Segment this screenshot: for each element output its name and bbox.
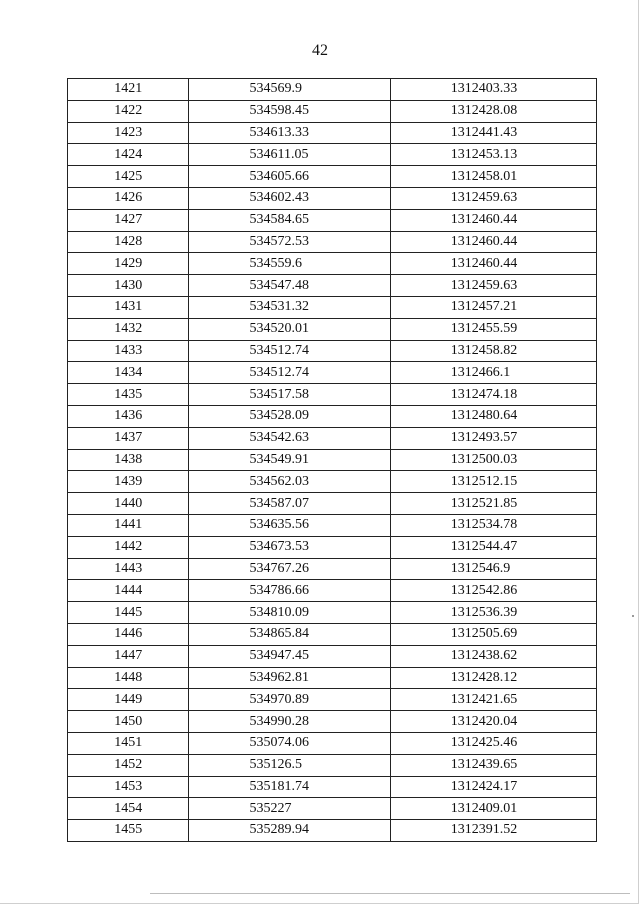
table-row [68, 231, 597, 253]
table-row [68, 253, 597, 275]
table-row [68, 602, 597, 624]
point-number-cell: 1430 [68, 275, 189, 297]
y-coordinate-cell: 1312409.01 [390, 798, 596, 820]
y-coordinate-cell: 1312542.86 [390, 580, 596, 602]
point-number-cell: 1451 [68, 732, 189, 754]
y-coordinate-cell: 1312460.44 [390, 209, 596, 231]
table-row [68, 318, 597, 340]
table-row [68, 362, 597, 384]
table-row [68, 471, 597, 493]
y-coordinate-cell: 1312425.46 [390, 732, 596, 754]
x-coordinate-cell: 534611.05 [189, 144, 390, 166]
x-coordinate-cell: 534547.48 [189, 275, 390, 297]
x-coordinate-cell: 534562.03 [189, 471, 390, 493]
y-coordinate-cell: 1312521.85 [390, 493, 596, 515]
x-coordinate-cell: 535227 [189, 798, 390, 820]
table-row [68, 405, 597, 427]
point-number-cell: 1431 [68, 296, 189, 318]
table-row [68, 79, 597, 101]
y-coordinate-cell: 1312460.44 [390, 253, 596, 275]
scan-artifact-line [150, 893, 630, 894]
y-coordinate-cell: 1312474.18 [390, 384, 596, 406]
point-number-cell: 1434 [68, 362, 189, 384]
point-number-cell: 1428 [68, 231, 189, 253]
y-coordinate-cell: 1312505.69 [390, 623, 596, 645]
point-number-cell: 1437 [68, 427, 189, 449]
y-coordinate-cell: 1312403.33 [390, 79, 596, 101]
table-row [68, 449, 597, 471]
point-number-cell: 1429 [68, 253, 189, 275]
y-coordinate-cell: 1312466.1 [390, 362, 596, 384]
table-row [68, 667, 597, 689]
x-coordinate-cell: 534584.65 [189, 209, 390, 231]
y-coordinate-cell: 1312459.63 [390, 275, 596, 297]
y-coordinate-cell: 1312455.59 [390, 318, 596, 340]
point-number-cell: 1427 [68, 209, 189, 231]
point-number-cell: 1450 [68, 711, 189, 733]
table-row [68, 514, 597, 536]
x-coordinate-cell: 534786.66 [189, 580, 390, 602]
table-row [68, 645, 597, 667]
point-number-cell: 1446 [68, 623, 189, 645]
point-number-cell: 1442 [68, 536, 189, 558]
table-row [68, 275, 597, 297]
y-coordinate-cell: 1312391.52 [390, 820, 596, 842]
y-coordinate-cell: 1312460.44 [390, 231, 596, 253]
x-coordinate-cell: 534512.74 [189, 340, 390, 362]
y-coordinate-cell: 1312421.65 [390, 689, 596, 711]
point-number-cell: 1440 [68, 493, 189, 515]
x-coordinate-cell: 534542.63 [189, 427, 390, 449]
point-number-cell: 1435 [68, 384, 189, 406]
table-row [68, 558, 597, 580]
x-coordinate-cell: 534605.66 [189, 166, 390, 188]
y-coordinate-cell: 1312439.65 [390, 754, 596, 776]
point-number-cell: 1433 [68, 340, 189, 362]
x-coordinate-cell: 534613.33 [189, 122, 390, 144]
y-coordinate-cell: 1312534.78 [390, 514, 596, 536]
table-row [68, 711, 597, 733]
point-number-cell: 1447 [68, 645, 189, 667]
y-coordinate-cell: 1312420.04 [390, 711, 596, 733]
point-number-cell: 1436 [68, 405, 189, 427]
coordinates-table-body [68, 79, 597, 842]
table-row [68, 623, 597, 645]
x-coordinate-cell: 534512.74 [189, 362, 390, 384]
y-coordinate-cell: 1312512.15 [390, 471, 596, 493]
point-number-cell: 1445 [68, 602, 189, 624]
table-row [68, 820, 597, 842]
y-coordinate-cell: 1312546.9 [390, 558, 596, 580]
x-coordinate-cell: 534673.53 [189, 536, 390, 558]
x-coordinate-cell: 534520.01 [189, 318, 390, 340]
y-coordinate-cell: 1312457.21 [390, 296, 596, 318]
table-row [68, 166, 597, 188]
x-coordinate-cell: 534962.81 [189, 667, 390, 689]
y-coordinate-cell: 1312500.03 [390, 449, 596, 471]
x-coordinate-cell: 535074.06 [189, 732, 390, 754]
y-coordinate-cell: 1312480.64 [390, 405, 596, 427]
coordinates-table [67, 78, 597, 842]
point-number-cell: 1421 [68, 79, 189, 101]
x-coordinate-cell: 534549.91 [189, 449, 390, 471]
table-row [68, 296, 597, 318]
x-coordinate-cell: 534531.32 [189, 296, 390, 318]
x-coordinate-cell: 534947.45 [189, 645, 390, 667]
x-coordinate-cell: 534767.26 [189, 558, 390, 580]
x-coordinate-cell: 534587.07 [189, 493, 390, 515]
table-row [68, 732, 597, 754]
x-coordinate-cell: 534970.89 [189, 689, 390, 711]
table-row [68, 122, 597, 144]
table-row [68, 427, 597, 449]
x-coordinate-cell: 534517.58 [189, 384, 390, 406]
x-coordinate-cell: 534635.56 [189, 514, 390, 536]
table-row [68, 100, 597, 122]
y-coordinate-cell: 1312424.17 [390, 776, 596, 798]
point-number-cell: 1426 [68, 187, 189, 209]
table-row [68, 340, 597, 362]
y-coordinate-cell: 1312493.57 [390, 427, 596, 449]
point-number-cell: 1439 [68, 471, 189, 493]
point-number-cell: 1453 [68, 776, 189, 798]
x-coordinate-cell: 534865.84 [189, 623, 390, 645]
y-coordinate-cell: 1312458.01 [390, 166, 596, 188]
y-coordinate-cell: 1312453.13 [390, 144, 596, 166]
point-number-cell: 1455 [68, 820, 189, 842]
y-coordinate-cell: 1312544.47 [390, 536, 596, 558]
x-coordinate-cell: 534569.9 [189, 79, 390, 101]
x-coordinate-cell: 534528.09 [189, 405, 390, 427]
point-number-cell: 1424 [68, 144, 189, 166]
x-coordinate-cell: 534602.43 [189, 187, 390, 209]
y-coordinate-cell: 1312438.62 [390, 645, 596, 667]
table-row [68, 384, 597, 406]
point-number-cell: 1438 [68, 449, 189, 471]
table-row [68, 689, 597, 711]
y-coordinate-cell: 1312428.08 [390, 100, 596, 122]
point-number-cell: 1441 [68, 514, 189, 536]
x-coordinate-cell: 535289.94 [189, 820, 390, 842]
scan-artifact-dot [632, 615, 634, 617]
table-row [68, 187, 597, 209]
x-coordinate-cell: 534598.45 [189, 100, 390, 122]
point-number-cell: 1422 [68, 100, 189, 122]
point-number-cell: 1448 [68, 667, 189, 689]
table-row [68, 493, 597, 515]
x-coordinate-cell: 534559.6 [189, 253, 390, 275]
point-number-cell: 1443 [68, 558, 189, 580]
x-coordinate-cell: 535126.5 [189, 754, 390, 776]
point-number-cell: 1449 [68, 689, 189, 711]
table-row [68, 580, 597, 602]
y-coordinate-cell: 1312428.12 [390, 667, 596, 689]
point-number-cell: 1423 [68, 122, 189, 144]
table-row [68, 536, 597, 558]
table-row [68, 209, 597, 231]
point-number-cell: 1425 [68, 166, 189, 188]
point-number-cell: 1444 [68, 580, 189, 602]
x-coordinate-cell: 535181.74 [189, 776, 390, 798]
table-row [68, 144, 597, 166]
point-number-cell: 1452 [68, 754, 189, 776]
table-row [68, 754, 597, 776]
point-number-cell: 1432 [68, 318, 189, 340]
x-coordinate-cell: 534572.53 [189, 231, 390, 253]
point-number-cell: 1454 [68, 798, 189, 820]
table-row [68, 798, 597, 820]
y-coordinate-cell: 1312459.63 [390, 187, 596, 209]
table-row [68, 776, 597, 798]
y-coordinate-cell: 1312441.43 [390, 122, 596, 144]
page-number: 42 [312, 42, 328, 59]
y-coordinate-cell: 1312458.82 [390, 340, 596, 362]
y-coordinate-cell: 1312536.39 [390, 602, 596, 624]
x-coordinate-cell: 534990.28 [189, 711, 390, 733]
x-coordinate-cell: 534810.09 [189, 602, 390, 624]
